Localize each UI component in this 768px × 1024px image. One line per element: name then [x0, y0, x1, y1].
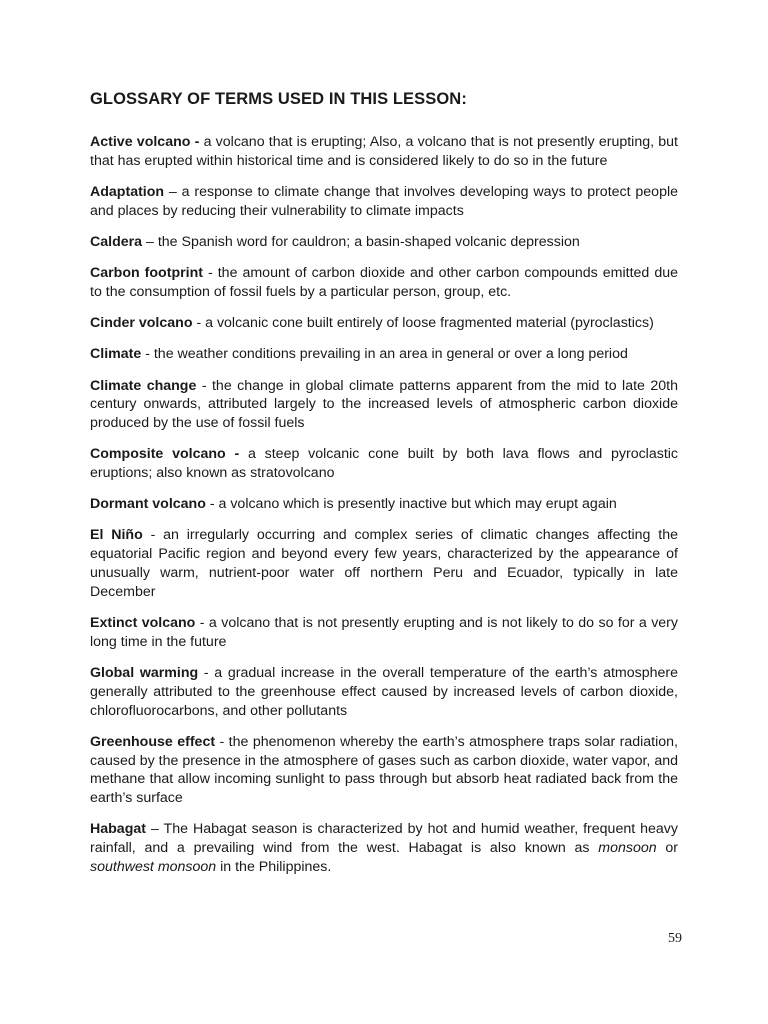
glossary-definition: - a volcano that is not presently erupting and is not likely to do so for a very long time in the future	[90, 615, 678, 650]
glossary-term: Climate change	[90, 377, 197, 394]
glossary-definition-connector: or	[656, 840, 679, 857]
glossary-entry	[90, 264, 678, 302]
glossary-entry	[90, 526, 678, 601]
glossary-entry	[90, 345, 678, 364]
glossary-term: Climate	[90, 346, 142, 363]
page-number: 59	[668, 931, 682, 946]
glossary-term: Cinder volcano	[90, 315, 193, 332]
glossary-definition: - the phenomenon whereby the earth’s atmosphere traps solar radiation, caused by the presence in the atmosphere of gases such as carbon dioxide, water vapor, and methane that allow incoming sunlight to pass through but absorb heat radiated back from the earth’s surface	[90, 733, 678, 807]
italic-term-monsoon: monsoon	[598, 840, 657, 857]
glossary-term: Greenhouse effect	[90, 733, 216, 750]
glossary-entry-habagat	[90, 820, 678, 876]
glossary-definition: - the weather conditions prevailing in an area in general or over a long period	[141, 346, 628, 363]
glossary-definition: - the change in global climate patterns apparent from the mid to late 20th century onwards, attributed largely to the increased levels of atmospheric carbon dioxide produced by the use of fossil fuels	[90, 377, 678, 432]
glossary-entry	[90, 233, 678, 252]
page-title: GLOSSARY OF TERMS USED IN THIS LESSON:	[90, 90, 467, 108]
glossary-term: Active volcano -	[90, 134, 200, 150]
glossary-entry	[90, 495, 678, 514]
glossary-definition: – The Habagat season is characterized by hot and humid weather, frequent heavy rainfall, and a prevailing wind from the west. Habagat is also known as	[90, 821, 678, 857]
glossary-definition: – a response to climate change that involves developing ways to protect people and places by reducing their vulnerability to climate impacts	[90, 183, 678, 219]
glossary-entry	[90, 183, 678, 221]
glossary-definition: - an irregularly occurring and complex series of climatic changes affecting the equatorial Pacific region and beyond every few years, characterized by the appearance of unusually warm, nutrient-poor water off northern Peru and Ecuador, typically in late December	[90, 527, 678, 600]
glossary-entry	[90, 664, 678, 720]
glossary-list	[90, 133, 678, 889]
glossary-definition: a steep volcanic cone built by both lava flows and pyroclastic eruptions; also known as stratovolcano	[90, 446, 679, 482]
glossary-term: Adaptation	[90, 183, 165, 200]
glossary-term: El Niño	[90, 527, 143, 544]
glossary-definition: - a gradual increase in the overall temperature of the earth’s atmosphere generally attributed to the greenhouse effect caused by increased levels of carbon dioxide, chlorofluorocarbons, and other pollutants	[90, 665, 678, 719]
italic-term-southwest-monsoon: southwest monsoon	[90, 858, 217, 875]
glossary-definition: - a volcano which is presently inactive but which may erupt again	[205, 496, 617, 513]
glossary-entry	[90, 133, 678, 171]
glossary-definition: – the Spanish word for cauldron; a basin-shaped volcanic depression	[142, 233, 580, 250]
glossary-term: Global warming	[90, 665, 199, 682]
glossary-term: Carbon footprint	[90, 265, 203, 282]
glossary-term: Extinct volcano	[90, 615, 196, 632]
glossary-entry	[90, 733, 678, 808]
glossary-term: Composite volcano -	[90, 446, 240, 463]
glossary-term: Dormant volcano	[90, 496, 206, 513]
glossary-entry	[90, 445, 678, 483]
glossary-entry	[90, 314, 678, 333]
glossary-definition: - the amount of carbon dioxide and other carbon compounds emitted due to the consumption of fossil fuels by a particular person, group, etc.	[90, 265, 678, 300]
glossary-entry	[90, 614, 678, 652]
glossary-term: Habagat	[90, 821, 146, 838]
glossary-definition: - a volcanic cone built entirely of loose fragmented material (pyroclastics)	[192, 315, 654, 332]
glossary-definition: a volcano that is erupting; Also, a volcano that is not presently erupting, but that has erupted within historical time and is considered likely to do so in the future	[90, 134, 678, 169]
glossary-definition-end: in the Philippines.	[216, 858, 332, 875]
glossary-entry	[90, 377, 678, 433]
glossary-term: Caldera	[90, 233, 143, 250]
